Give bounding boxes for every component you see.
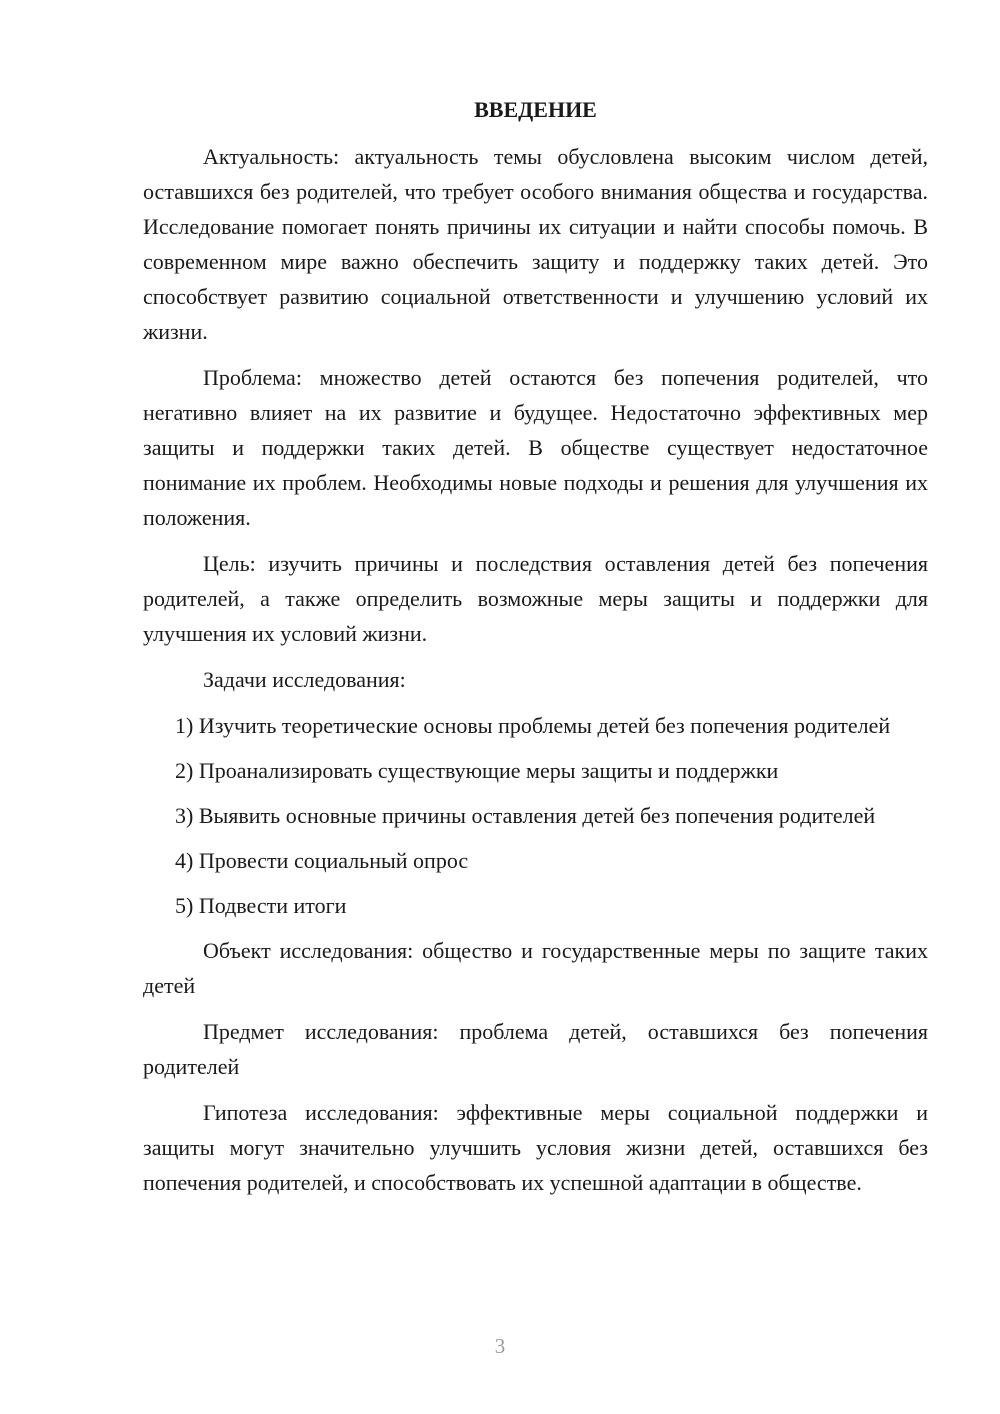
list-item: 3) Выявить основные причины оставления детей без попечения родителей bbox=[175, 803, 876, 828]
list-item: 2) Проанализировать существующие меры защиты и поддержки bbox=[175, 758, 779, 783]
paragraph-subject: Предмет исследования: проблема детей, оставшихся без попечения родителей bbox=[143, 1019, 928, 1079]
paragraph-hypothesis: Гипотеза исследования: эффективные меры социальной поддержки и защиты могут значительно улучшить условия жизни детей, оставшихся без попечения родителей, и способствовать их успешной адаптации в обществе. bbox=[143, 1100, 928, 1195]
tasks-heading: Задачи исследования: bbox=[203, 667, 406, 692]
paragraph-goal: Цель: изучить причины и последствия оставления детей без попечения родителей, а также определить возможные меры защиты и поддержки для улучшения их условий жизни. bbox=[143, 551, 928, 646]
document-page bbox=[143, 95, 928, 1211]
paragraph-object: Объект исследования: общество и государственные меры по защите таких детей bbox=[143, 938, 928, 998]
page-title: ВВЕДЕНИЕ bbox=[474, 97, 597, 122]
page-number: 3 bbox=[494, 1334, 506, 1358]
tasks-list bbox=[143, 708, 928, 923]
paragraph-problem: Проблема: множество детей остаются без попечения родителей, что негативно влияет на их развитие и будущее. Недостаточно эффективных мер защиты и поддержки таких детей. В обществе существует недостаточное понимание их проблем. Необходимы новые подходы и решения для улучшения их положения. bbox=[143, 365, 928, 530]
list-item: 5) Подвести итоги bbox=[175, 893, 347, 918]
list-item: 4) Провести социальный опрос bbox=[175, 848, 469, 873]
list-item: 1) Изучить теоретические основы проблемы детей без попечения родителей bbox=[175, 713, 891, 738]
paragraph-relevance: Актуальность: актуальность темы обусловлена высоким числом детей, оставшихся без родителей, что требует особого внимания общества и государства. Исследование помогает понять причины их ситуации и найти способы помочь. В современном мире важно обеспечить защиту и поддержку таких детей. Это способствует развитию социальной ответственности и улучшению условий их жизни. bbox=[143, 144, 928, 344]
